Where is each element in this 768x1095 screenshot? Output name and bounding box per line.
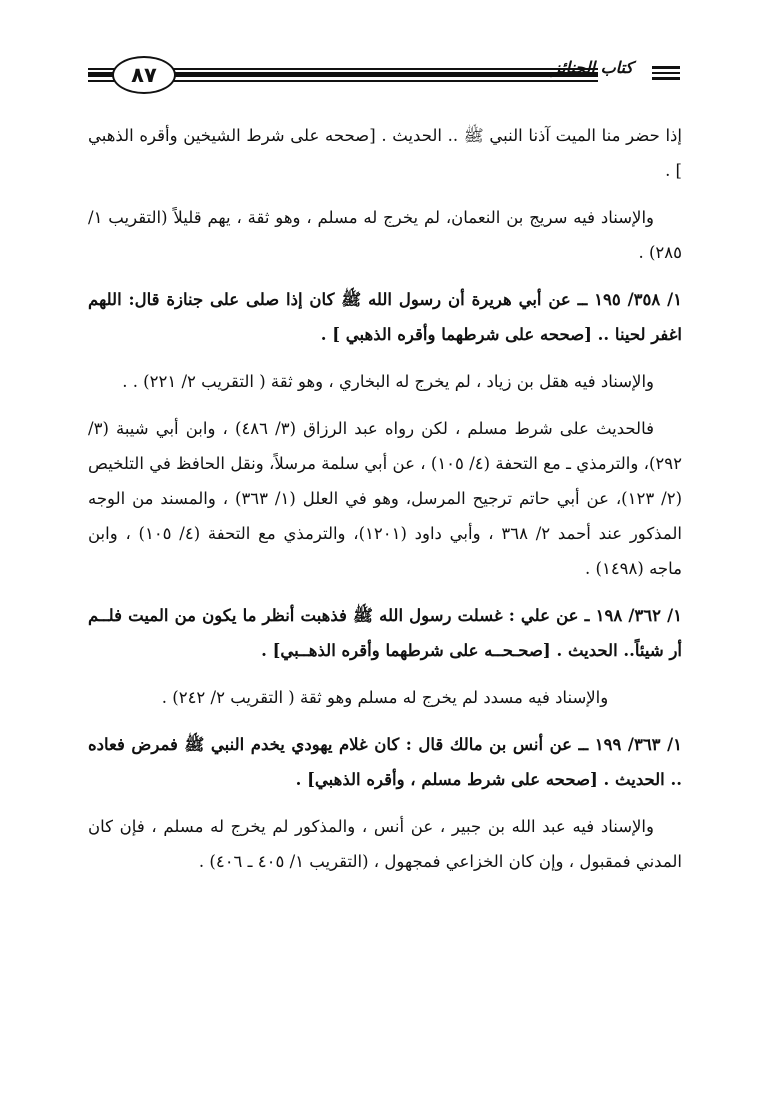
paragraph: والإسناد فيه مسدد لم يخرج له مسلم وهو ثقة ( التقريب ٢/ ٢٤٢) .: [161, 688, 609, 707]
paragraph: إذا حضر منا الميت آذنا النبي ﷺ .. الحديث . [صححه على شرط الشيخين وأقره الذهبي ] .: [88, 126, 682, 180]
paragraph: والإسناد فيه سريج بن النعمان، لم يخرج له مسلم ، وهو ثقة ، يهم قليلاً (التقريب ١/ ٢٨٥) .: [88, 208, 682, 262]
page-body: [88, 118, 682, 891]
paragraph: والإسناد فيه هقل بن زياد ، لم يخرج له البخاري ، وهو ثقة ( التقريب ٢/ ٢٢١) . .: [122, 372, 654, 391]
paragraph: فالحديث على شرط مسلم ، لكن رواه عبد الرزاق (٣/ ٤٨٦) ، وابن أبي شيبة (٣/ ٢٩٢)، والترمذي ـ مع التحفة (٤/ ١٠٥) ، عن أبي سلمة مرسلاً، ونقل الحافظ في التلخيص (٢/ ١٢٣)، عن أبي حاتم ترجيح المرسل، وهو في العلل (١/ ٣٦٣) ، والمسند من الوجه المذكور عند أحمد ٢/ ٣٦٨ ، وأبي داود (١٢٠١)، والترمذي مع التحفة (٤/ ١٠٥) ، وابن ماجه (١٤٩٨) .: [88, 419, 682, 578]
hadith-heading: ١/ ٣٦٣/ ١٩٩ ــ عن أنس بن مالك قال : كان غلام يهودي يخدم النبي ﷺ فمرض فعاده .. الحديث . [صححه على شرط مسلم ، وأقره الذهبي] .: [88, 735, 682, 789]
hadith-heading: ١/ ٣٦٢/ ١٩٨ ـ عن علي : غسلت رسول الله ﷺ فذهبت أنظر ما يكون من الميت فلــم أر شيئاً.. الحديث . [صحـحــه على شرطهما وأقره الذهــبي] .: [88, 606, 682, 660]
paragraph: والإسناد فيه عبد الله بن جبير ، عن أنس ، والمذكور لم يخرج له مسلم ، فإن كان المدني فمقبول ، وإن كان الخزاعي فمجهول ، (التقريب ١/ ٤٠٥ ـ ٤٠٦) .: [88, 817, 682, 871]
hadith-heading: ١/ ٣٥٨/ ١٩٥ ــ عن أبي هريرة أن رسول الله ﷺ كان إذا صلى على جنازة قال: اللهم اغفر لحينا .. [صححه على شرطهما وأقره الذهبي ] .: [88, 290, 682, 344]
header-ornament-icon: [652, 66, 680, 82]
page-number: ٨٧: [112, 56, 176, 94]
running-title: كتاب الجنائز: [552, 58, 633, 77]
